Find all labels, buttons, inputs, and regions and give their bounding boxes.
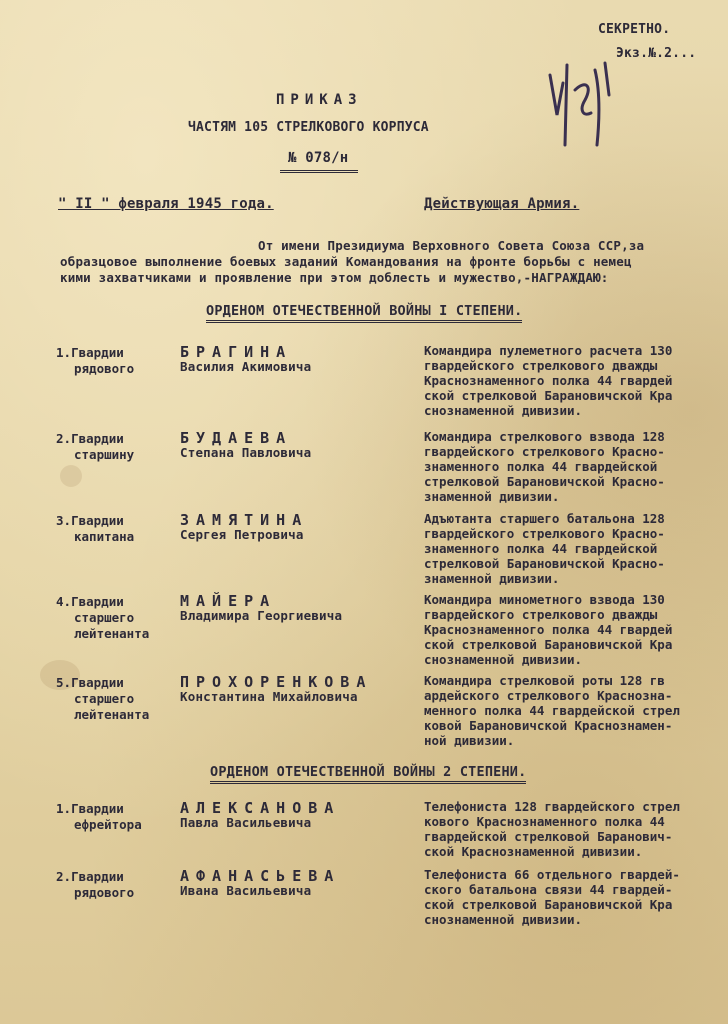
desc-line: ной дивизии. <box>424 733 515 748</box>
desc-line: снознаменной дивизии. <box>424 652 583 667</box>
desc-line: снознаменной дивизии. <box>424 912 583 927</box>
desc-line: ского батальона связи 44 гвардей- <box>424 882 673 897</box>
desc-line: гвардейского стрелкового Красно- <box>424 526 665 541</box>
entry-number: 5. <box>56 675 72 690</box>
order-subtitle: ЧАСТЯМ 105 СТРЕЛКОВОГО КОРПУСА <box>188 120 429 135</box>
rank-line: Гвардии <box>71 869 124 884</box>
list-item <box>56 594 149 642</box>
desc-line: знаменной дивизии. <box>424 571 560 586</box>
section-heading <box>210 764 526 780</box>
copy-number: Экз.№.2... <box>616 46 697 61</box>
desc-line: стрелковой Барановичской Красно- <box>424 556 665 571</box>
rank-line: Гвардии <box>71 431 124 446</box>
awardee-description <box>424 592 724 667</box>
list-item <box>56 869 134 901</box>
awardee-description <box>424 429 724 504</box>
order-number: № 078/н <box>288 150 349 166</box>
desc-line: Краснознаменного полка 44 гвардей <box>424 622 673 637</box>
desc-line: менного полка 44 гвардейской стрел <box>424 703 680 718</box>
desc-line: Командира пулеметного расчета 130 <box>424 343 673 358</box>
awardee-name: Ивана Васильевича <box>180 883 312 898</box>
list-item <box>56 431 134 463</box>
desc-line: Телефониста 128 гвардейского стрел <box>424 799 680 814</box>
entry-number: 2. <box>56 869 72 884</box>
section-heading-text: ОРДЕНОМ ОТЕЧЕСТВЕННОЙ ВОЙНЫ I СТЕПЕНИ. <box>206 303 522 323</box>
awardee-name: Степана Павловича <box>180 445 312 460</box>
desc-line: ской стрелковой Барановичской Кра <box>424 388 673 403</box>
desc-line: кового Краснознаменного полка 44 <box>424 814 665 829</box>
awardee-surname: АФАНАСЬЕВА <box>180 867 341 885</box>
desc-line: ардейского стрелкового Краснозна- <box>424 688 673 703</box>
awardee-description <box>424 867 724 927</box>
intro-line: От имени Президиума Верховного Совета Союза ССР,за <box>258 238 645 253</box>
list-item <box>56 801 142 833</box>
entry-number: 1. <box>56 345 72 360</box>
awardee-name: Сергея Петровича <box>180 527 304 542</box>
rank-line: Гвардии <box>71 513 124 528</box>
desc-line: гвардейского стрелкового дважды <box>424 358 658 373</box>
awardee-surname: БУДАЕВА <box>180 429 293 447</box>
desc-line: гвардейской стрелковой Баранович- <box>424 829 673 844</box>
awardee-name: Павла Васильевича <box>180 815 312 830</box>
order-date: " II " февраля 1945 года. <box>58 196 274 212</box>
order-title: ПРИКАЗ <box>276 92 363 108</box>
section-heading-text: ОРДЕНОМ ОТЕЧЕСТВЕННОЙ ВОЙНЫ 2 СТЕПЕНИ. <box>210 764 526 784</box>
section-heading <box>206 303 522 319</box>
desc-line: ской стрелковой Барановичской Кра <box>424 637 673 652</box>
desc-line: снознаменной дивизии. <box>424 403 583 418</box>
list-item <box>56 675 149 723</box>
entry-number: 2. <box>56 431 72 446</box>
awardee-description <box>424 799 724 859</box>
desc-line: Командира стрелкового взвода 128 <box>424 429 665 444</box>
rank-line: ефрейтора <box>74 817 142 832</box>
rank-line: лейтенанта <box>74 626 150 641</box>
awardee-surname: ПРОХОРЕНКОВА <box>180 673 373 691</box>
ink-blot <box>60 465 82 487</box>
desc-line: гвардейского стрелкового Красно- <box>424 444 665 459</box>
awardee-surname: МАЙЕРА <box>180 592 277 610</box>
awardee-description <box>424 511 724 586</box>
entry-number: 3. <box>56 513 72 528</box>
list-item <box>56 345 134 377</box>
awardee-surname: АЛЕКСАНОВА <box>180 799 341 817</box>
desc-line: ской Краснознаменной дивизии. <box>424 844 643 859</box>
intro-line: кими захватчиками и проявление при этом доблесть и мужество,-НАГРАЖДАЮ: <box>60 270 609 285</box>
rank-line: Гвардии <box>71 801 124 816</box>
desc-line: Телефониста 66 отдельного гвардей- <box>424 867 680 882</box>
awardee-name: Василия Акимовича <box>180 359 312 374</box>
intro-line: образцовое выполнение боевых заданий Командования на фронте борьбы с немец <box>60 254 632 269</box>
awardee-description <box>424 343 724 418</box>
awardee-name: Владимира Георгиевича <box>180 608 343 623</box>
rank-line: старшего <box>74 610 135 625</box>
order-number-underline <box>280 170 358 173</box>
awardee-surname: ЗАМЯТИНА <box>180 511 309 529</box>
desc-line: Адъютанта старшего батальона 128 <box>424 511 665 526</box>
desc-line: Командира минометного взвода 130 <box>424 592 665 607</box>
desc-line: знаменного полка 44 гвардейской <box>424 541 658 556</box>
desc-line: знаменного полка 44 гвардейской <box>424 459 658 474</box>
signature-mark <box>545 55 625 150</box>
rank-line: Гвардии <box>71 594 124 609</box>
list-item <box>56 513 134 545</box>
desc-line: Командира стрелковой роты 128 гв <box>424 673 665 688</box>
awardee-description <box>424 673 724 748</box>
rank-line: Гвардии <box>71 675 124 690</box>
desc-line: гвардейского стрелкового дважды <box>424 607 658 622</box>
awardee-name: Константина Михайловича <box>180 689 358 704</box>
desc-line: стрелковой Барановичской Красно- <box>424 474 665 489</box>
desc-line: ской стрелковой Барановичской Кра <box>424 897 673 912</box>
rank-line: лейтенанта <box>74 707 150 722</box>
rank-line: старшего <box>74 691 135 706</box>
entry-number: 4. <box>56 594 72 609</box>
desc-line: Краснознаменного полка 44 гвардей <box>424 373 673 388</box>
entry-number: 1. <box>56 801 72 816</box>
rank-line: Гвардии <box>71 345 124 360</box>
desc-line: ковой Барановичской Краснознамен- <box>424 718 673 733</box>
order-place: Действующая Армия. <box>424 196 580 212</box>
rank-line: рядового <box>74 361 135 376</box>
awardee-surname: БРАГИНА <box>180 343 293 361</box>
rank-line: старшину <box>74 447 135 462</box>
rank-line: рядового <box>74 885 135 900</box>
secrecy-label: СЕКРЕТНО. <box>598 22 671 37</box>
desc-line: знаменной дивизии. <box>424 489 560 504</box>
rank-line: капитана <box>74 529 135 544</box>
